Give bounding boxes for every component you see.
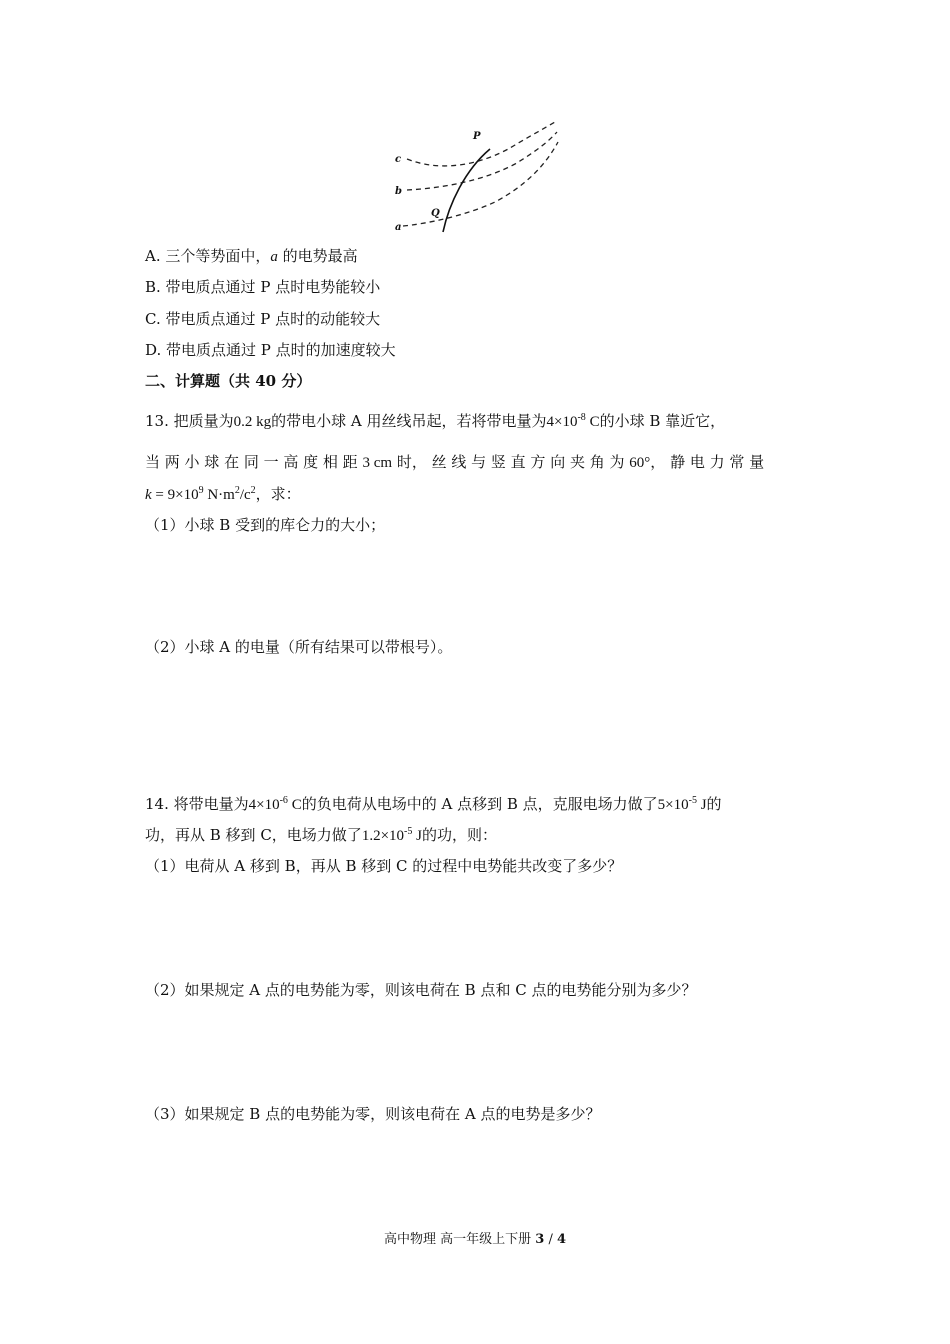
trajectory-curve xyxy=(443,149,490,232)
q14-sub-3: （3）如果规定 B 点的电势能为零，则该电荷在 A 点的电势是多少？ xyxy=(145,1105,601,1123)
option-a: A. 三个等势面中，a 的电势最高 xyxy=(145,247,358,265)
page-separator: / xyxy=(548,1232,553,1247)
option-b: B. 带电质点通过 P 点时电势能较小 xyxy=(145,278,381,296)
page-footer xyxy=(0,1228,950,1247)
q14-sub-1: （1）电荷从 A 移到 B，再从 B 移到 C 的过程中电势能共改变了多少？ xyxy=(145,857,623,875)
label-q: Q xyxy=(431,208,440,219)
equipotential-line-c xyxy=(407,122,555,166)
q14-line-2: 功，再从 B 移到 C，电场力做了$1.2\times 10^{-5}$ J的功，则： xyxy=(145,826,497,844)
page-total: 4 xyxy=(556,1232,567,1247)
q13-line-3: $k = 9\times 10^9$ $N\cdot m^2/c^2$，求： xyxy=(145,485,301,503)
label-a: a xyxy=(395,222,402,233)
option-c: C. 带电质点通过 P 点时的动能较大 xyxy=(145,310,381,328)
option-d: D. 带电质点通过 P 点时的加速度较大 xyxy=(145,341,396,359)
equipotential-line-a xyxy=(403,142,558,226)
q13-line-1: 13. 把质量为0.2 kg的带电小球 A 用丝线吊起，若将带电量为$4\times 10^{-8}$ C的小球 B 靠近它， xyxy=(145,412,726,430)
label-c: c xyxy=(395,154,402,165)
q14-line-1: 14. 将带电量为$4\times 10^{-6}$ C的负电荷从电场中的 A 点移到 B 点，克服电场力做了$5\times 10^{-5}$ J的 xyxy=(145,795,722,813)
label-b: b xyxy=(395,186,402,197)
equipotential-figure xyxy=(385,112,570,237)
q14-sub-2: （2）如果规定 A 点的电势能为零，则该电荷在 B 点和 C 点的电势能分别为多少？ xyxy=(145,981,697,999)
equipotential-line-b xyxy=(407,132,557,190)
section-title: 二、计算题（共 40 分） xyxy=(145,372,312,390)
footer-text: 高中物理 高一年级上下册 xyxy=(383,1232,532,1247)
page-number: 3 xyxy=(535,1232,545,1247)
q13-line-2: 当 两 小 球 在 同 一 高 度 相 距 3 cm 时， 丝 线 与 竖 直 方 向 夹 角 为 60°， 静 电 力 常 量 xyxy=(145,453,765,471)
label-p: P xyxy=(473,131,481,142)
q13-sub-2: （2）小球 A 的电量（所有结果可以带根号）。 xyxy=(145,638,453,656)
q13-sub-1: （1）小球 B 受到的库仑力的大小； xyxy=(145,516,386,534)
